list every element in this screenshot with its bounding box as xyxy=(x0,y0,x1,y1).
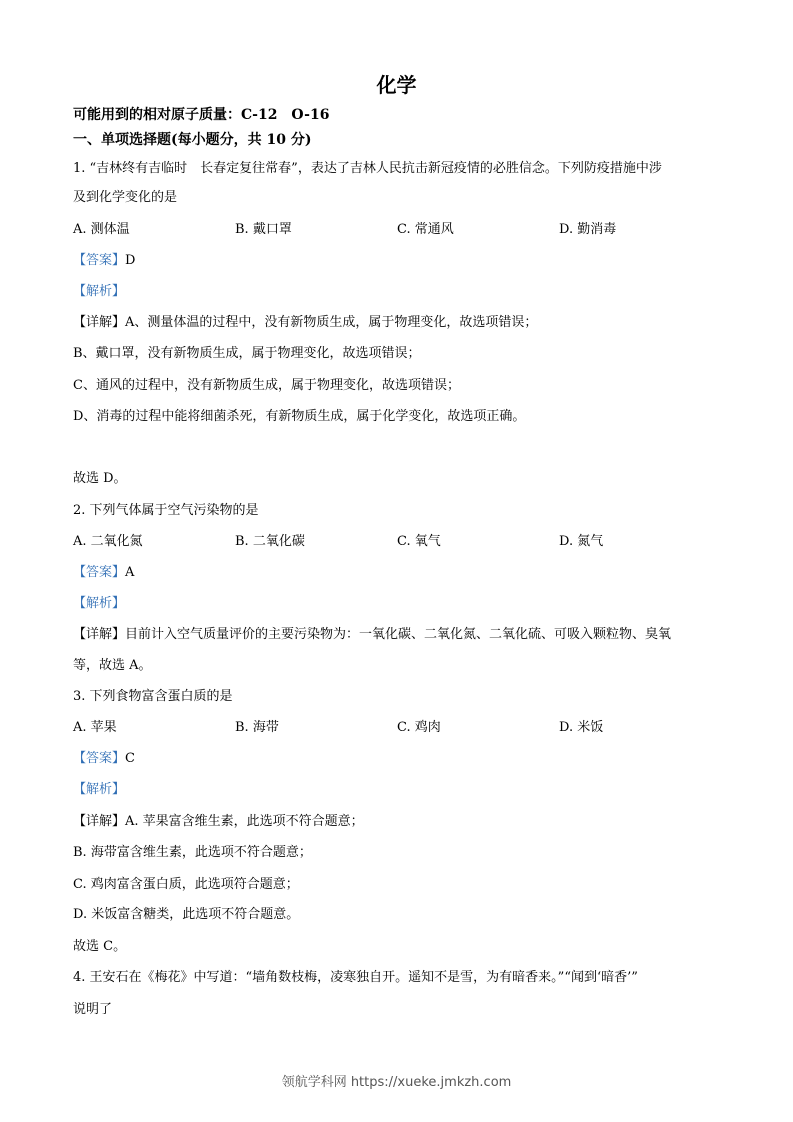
q1-option-d: D. 勤消毒 xyxy=(559,222,617,237)
q2-option-a: A. 二氧化氮 xyxy=(73,534,143,549)
q3-detail-3: C. 鸡肉富含蛋白质，此选项符合题意； xyxy=(73,877,299,892)
detail-text: A、测量体温的过程中，没有新物质生成，属于物理变化，故选项错误； xyxy=(125,315,538,330)
page-title: 化学 xyxy=(376,73,417,97)
q1-stem-line2: 及到化学变化的是 xyxy=(73,190,178,205)
q1-detail-4: D、消毒的过程中能将细菌杀死，有新物质生成，属于化学变化，故选项正确。 xyxy=(73,409,526,424)
answer-value: D xyxy=(125,253,136,268)
answer-value: A xyxy=(125,565,135,580)
answer-tag: 【答案】 xyxy=(73,253,126,268)
q3-analysis-tag: 【解析】 xyxy=(73,782,126,797)
detail-tag: 【详解】 xyxy=(73,315,126,330)
q3-option-b: B. 海带 xyxy=(235,720,279,735)
detail-text: A. 苹果富含维生素，此选项不符合题意； xyxy=(125,814,364,829)
q4-stem-line2: 说明了 xyxy=(73,1002,113,1017)
section-heading: 一、单项选择题(每小题分，共 10 分) xyxy=(73,132,312,148)
q2-detail-2: 等，故选 A。 xyxy=(73,658,152,673)
q3-conclusion: 故选 C。 xyxy=(73,939,127,954)
q1-answer xyxy=(73,252,135,270)
q1-stem-line1: 1. “吉林终有吉临时 长春定复往常春”，表达了吉林人民抗击新冠疫情的必胜信念。下列防疫措施中涉 xyxy=(73,161,662,176)
q3-option-a: A. 苹果 xyxy=(73,720,117,735)
q2-answer xyxy=(73,564,134,582)
detail-text: 目前计入空气质量评价的主要污染物为：一氧化碳、二氧化氮、二氧化硫、可吸入颗粒物、臭氧 xyxy=(125,627,672,642)
answer-tag: 【答案】 xyxy=(73,751,126,766)
q2-option-c: C. 氧气 xyxy=(397,534,441,549)
q1-analysis-tag: 【解析】 xyxy=(73,284,126,299)
q3-stem: 3. 下列食物富含蛋白质的是 xyxy=(73,689,233,704)
q2-option-d: D. 氮气 xyxy=(559,534,604,549)
q3-option-c: C. 鸡肉 xyxy=(397,720,441,735)
q3-option-d: D. 米饭 xyxy=(559,720,604,735)
q1-detail-1 xyxy=(73,314,537,332)
q2-option-b: B. 二氧化碳 xyxy=(235,534,305,549)
q2-analysis-tag: 【解析】 xyxy=(73,596,126,611)
page-footer: 领航学科网 https://xueke.jmkzh.com xyxy=(281,1075,512,1090)
q3-detail-1 xyxy=(73,813,364,831)
q3-detail-2: B. 海带富含维生素，此选项不符合题意； xyxy=(73,845,312,860)
q2-detail-1 xyxy=(73,626,671,644)
q1-detail-2: B、戴口罩，没有新物质生成，属于物理变化，故选项错误； xyxy=(73,346,421,361)
detail-tag: 【详解】 xyxy=(73,627,126,642)
atomic-mass-line: 可能用到的相对原子质量：C-12 O-16 xyxy=(73,107,330,123)
q2-stem: 2. 下列气体属于空气污染物的是 xyxy=(73,503,259,518)
q1-detail-3: C、通风的过程中，没有新物质生成，属于物理变化，故选项错误； xyxy=(73,378,460,393)
q1-conclusion: 故选 D。 xyxy=(73,471,127,486)
q4-stem-line1: 4. 王安石在《梅花》中写道：“墙角数枝梅，凌寒独自开。遥知不是雪，为有暗香来。”“闻到‘暗香’” xyxy=(73,970,638,985)
q1-option-a: A. 测体温 xyxy=(73,222,130,237)
q1-option-c: C. 常通风 xyxy=(397,222,454,237)
q3-answer xyxy=(73,750,135,768)
detail-tag: 【详解】 xyxy=(73,814,126,829)
answer-value: C xyxy=(125,751,135,766)
q1-option-b: B. 戴口罩 xyxy=(235,222,292,237)
q3-detail-4: D. 米饭富含糖类，此选项不符合题意。 xyxy=(73,907,300,922)
answer-tag: 【答案】 xyxy=(73,565,126,580)
